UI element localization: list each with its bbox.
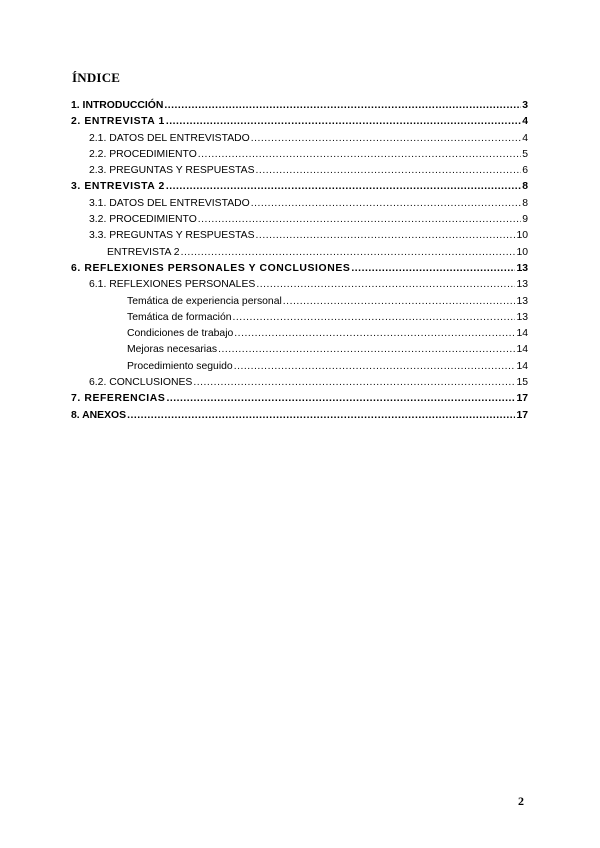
toc-entry-label: 2.3. PREGUNTAS Y RESPUESTAS bbox=[89, 165, 255, 177]
toc-leader bbox=[166, 391, 515, 407]
toc-entry-label: 6. REFLEXIONES PERSONALES Y CONCLUSIONES bbox=[71, 262, 351, 274]
toc-entry-label: 6.2. CONCLUSIONES bbox=[89, 377, 193, 389]
toc-entry-label: 7. REFERENCIAS bbox=[71, 393, 166, 405]
toc-entry-page: 5 bbox=[522, 148, 528, 160]
toc-entry-entrevista-1[interactable] bbox=[71, 114, 528, 130]
toc-entry-page: 13 bbox=[516, 279, 528, 291]
toc-entry-page: 3 bbox=[522, 100, 528, 111]
toc-leader bbox=[181, 245, 516, 261]
toc-entry-datos-entrevistado-1[interactable] bbox=[71, 131, 528, 147]
toc-entry-introduccion[interactable] bbox=[71, 98, 528, 114]
toc-entry-page: 4 bbox=[522, 132, 528, 144]
toc-entry-preguntas-respuestas-2[interactable] bbox=[71, 228, 528, 244]
toc-entry-page: 14 bbox=[516, 344, 528, 356]
toc-entry-page: 9 bbox=[522, 214, 528, 226]
toc-entry-page: 10 bbox=[516, 246, 528, 258]
toc-leader bbox=[283, 294, 516, 310]
toc-entry-page: 17 bbox=[516, 409, 528, 421]
toc-leader bbox=[193, 375, 515, 391]
toc-leader bbox=[256, 228, 516, 244]
page-number: 2 bbox=[518, 794, 524, 808]
toc-entry-label: Temática de experiencia personal bbox=[127, 295, 282, 307]
toc-leader bbox=[233, 310, 516, 326]
toc-entry-page: 13 bbox=[516, 311, 528, 323]
toc-entry-page: 15 bbox=[516, 377, 528, 389]
toc-entry-page: 14 bbox=[516, 360, 528, 372]
toc-entry-page: 8 bbox=[522, 197, 528, 209]
toc-leader bbox=[234, 359, 516, 375]
toc-entry-page: 4 bbox=[522, 116, 528, 128]
toc-entry-page: 8 bbox=[522, 181, 528, 193]
toc-entry-label: 3.3. PREGUNTAS Y RESPUESTAS bbox=[89, 230, 255, 242]
toc-entry-reflexiones-conclusiones[interactable] bbox=[71, 261, 528, 277]
toc-entry-label: 3. ENTREVISTA 2 bbox=[71, 181, 165, 193]
toc-entry-reflexiones-personales[interactable] bbox=[71, 277, 528, 293]
toc-leader bbox=[198, 212, 521, 228]
toc-entry-procedimiento-2[interactable] bbox=[71, 212, 528, 228]
toc-leader bbox=[198, 147, 521, 163]
toc-leader bbox=[164, 98, 521, 114]
toc-leader bbox=[234, 326, 515, 342]
toc-entry-entrevista-2[interactable] bbox=[71, 179, 528, 195]
toc-entry-label: 2.1. DATOS DEL ENTREVISTADO bbox=[89, 132, 250, 144]
toc-entry-label: Temática de formación bbox=[127, 311, 232, 323]
toc-leader bbox=[218, 342, 515, 358]
toc-entry-page: 13 bbox=[516, 262, 528, 274]
toc-entry-conclusiones[interactable] bbox=[71, 375, 528, 391]
toc-entry-label: Procedimiento seguido bbox=[127, 360, 233, 372]
toc-leader bbox=[166, 114, 521, 130]
toc-entry-page: 13 bbox=[516, 295, 528, 307]
toc-leader bbox=[251, 131, 522, 147]
toc-leader bbox=[351, 261, 515, 277]
toc-entry-label: 6.1. REFLEXIONES PERSONALES bbox=[89, 279, 256, 291]
toc-entry-label: 8. ANEXOS bbox=[71, 409, 127, 421]
toc-entry-condiciones-trabajo[interactable] bbox=[71, 326, 528, 342]
toc-entry-label: 1. INTRODUCCIÓN bbox=[71, 100, 164, 111]
toc-entry-label: 2. ENTREVISTA 1 bbox=[71, 116, 165, 128]
toc-leader bbox=[256, 277, 515, 293]
toc-entry-tematica-experiencia[interactable] bbox=[71, 294, 528, 310]
toc-entry-label: 3.2. PROCEDIMIENTO bbox=[89, 214, 197, 226]
toc-entry-page: 14 bbox=[516, 328, 528, 340]
toc-leader bbox=[127, 408, 515, 424]
toc-entry-anexos[interactable] bbox=[71, 408, 528, 424]
toc-entry-tematica-formacion[interactable] bbox=[71, 310, 528, 326]
toc-entry-page: 6 bbox=[522, 165, 528, 177]
toc-entry-referencias[interactable] bbox=[71, 391, 528, 407]
toc-leader bbox=[256, 163, 522, 179]
toc-entry-label: ENTREVISTA 2 bbox=[107, 246, 180, 258]
toc-entry-datos-entrevistado-2[interactable] bbox=[71, 196, 528, 212]
table-of-contents bbox=[71, 98, 528, 424]
toc-entry-label: 2.2. PROCEDIMIENTO bbox=[89, 148, 197, 160]
toc-leader bbox=[166, 179, 521, 195]
toc-entry-procedimiento-seguido[interactable] bbox=[71, 359, 528, 375]
toc-title: ÍNDICE bbox=[72, 70, 121, 85]
toc-entry-label: 3.1. DATOS DEL ENTREVISTADO bbox=[89, 197, 250, 209]
toc-entry-entrevista-2-sub[interactable] bbox=[71, 245, 528, 261]
toc-entry-page: 10 bbox=[516, 230, 528, 242]
toc-entry-page: 17 bbox=[516, 393, 528, 405]
toc-entry-label: Condiciones de trabajo bbox=[127, 328, 234, 340]
toc-entry-preguntas-respuestas-1[interactable] bbox=[71, 163, 528, 179]
toc-entry-label: Mejoras necesarias bbox=[127, 344, 218, 356]
toc-entry-mejoras-necesarias[interactable] bbox=[71, 342, 528, 358]
toc-leader bbox=[251, 196, 522, 212]
toc-entry-procedimiento-1[interactable] bbox=[71, 147, 528, 163]
